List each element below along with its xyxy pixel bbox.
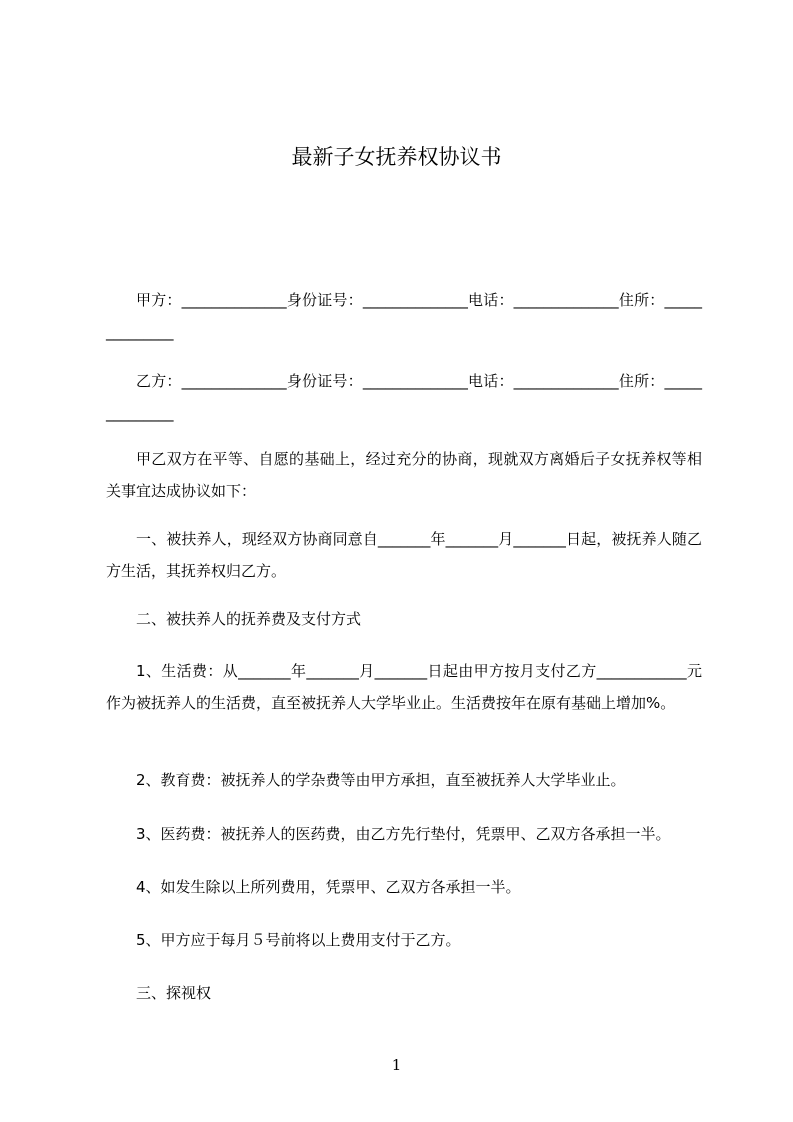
party-a-info: 甲方：______________身份证号：______________电话：______________住所：______________ (106, 291, 702, 341)
clause-2-3-medical-expenses: 3、医药费：被抚养人的医药费，由乙方先行垫付，凭票甲、乙双方各承担一半。 (136, 825, 671, 843)
clause-2-2-education-expenses: 2、教育费：被抚养人的学杂费等由甲方承担，直至被抚养人大学毕业止。 (136, 771, 626, 789)
clause-1-custody: 一、被扶养人，现经双方协商同意自_______年_______月_______日起，被抚养人随乙方生活，其抚养权归乙方。 (106, 530, 702, 580)
clause-2-1-living-expenses: 1、生活费：从_______年_______月_______日起由甲方按月支付乙方____________元作为被抚养人的生活费，直至被抚养人大学毕业止。生活费按年在原有基础上增加%。 (106, 662, 702, 712)
document-title: 最新子女抚养权协议书 (291, 145, 502, 169)
clause-3-heading: 三、探视权 (136, 984, 212, 1002)
clause-2-5-payment-date: 5、甲方应于每月５号前将以上费用支付于乙方。 (136, 931, 461, 949)
clause-2-heading: 二、被扶养人的抚养费及支付方式 (136, 610, 362, 628)
party-b-info: 乙方：______________身份证号：______________电话：______________住所：______________ (106, 372, 702, 422)
agreement-preamble: 甲乙双方在平等、自愿的基础上，经过充分的协商，现就双方离婚后子女抚养权等相关事宜达成协议如下： (106, 450, 702, 500)
clause-2-4-other-expenses: 4、如发生除以上所列费用，凭票甲、乙双方各承担一半。 (136, 878, 521, 896)
page-number: 1 (391, 1056, 402, 1074)
